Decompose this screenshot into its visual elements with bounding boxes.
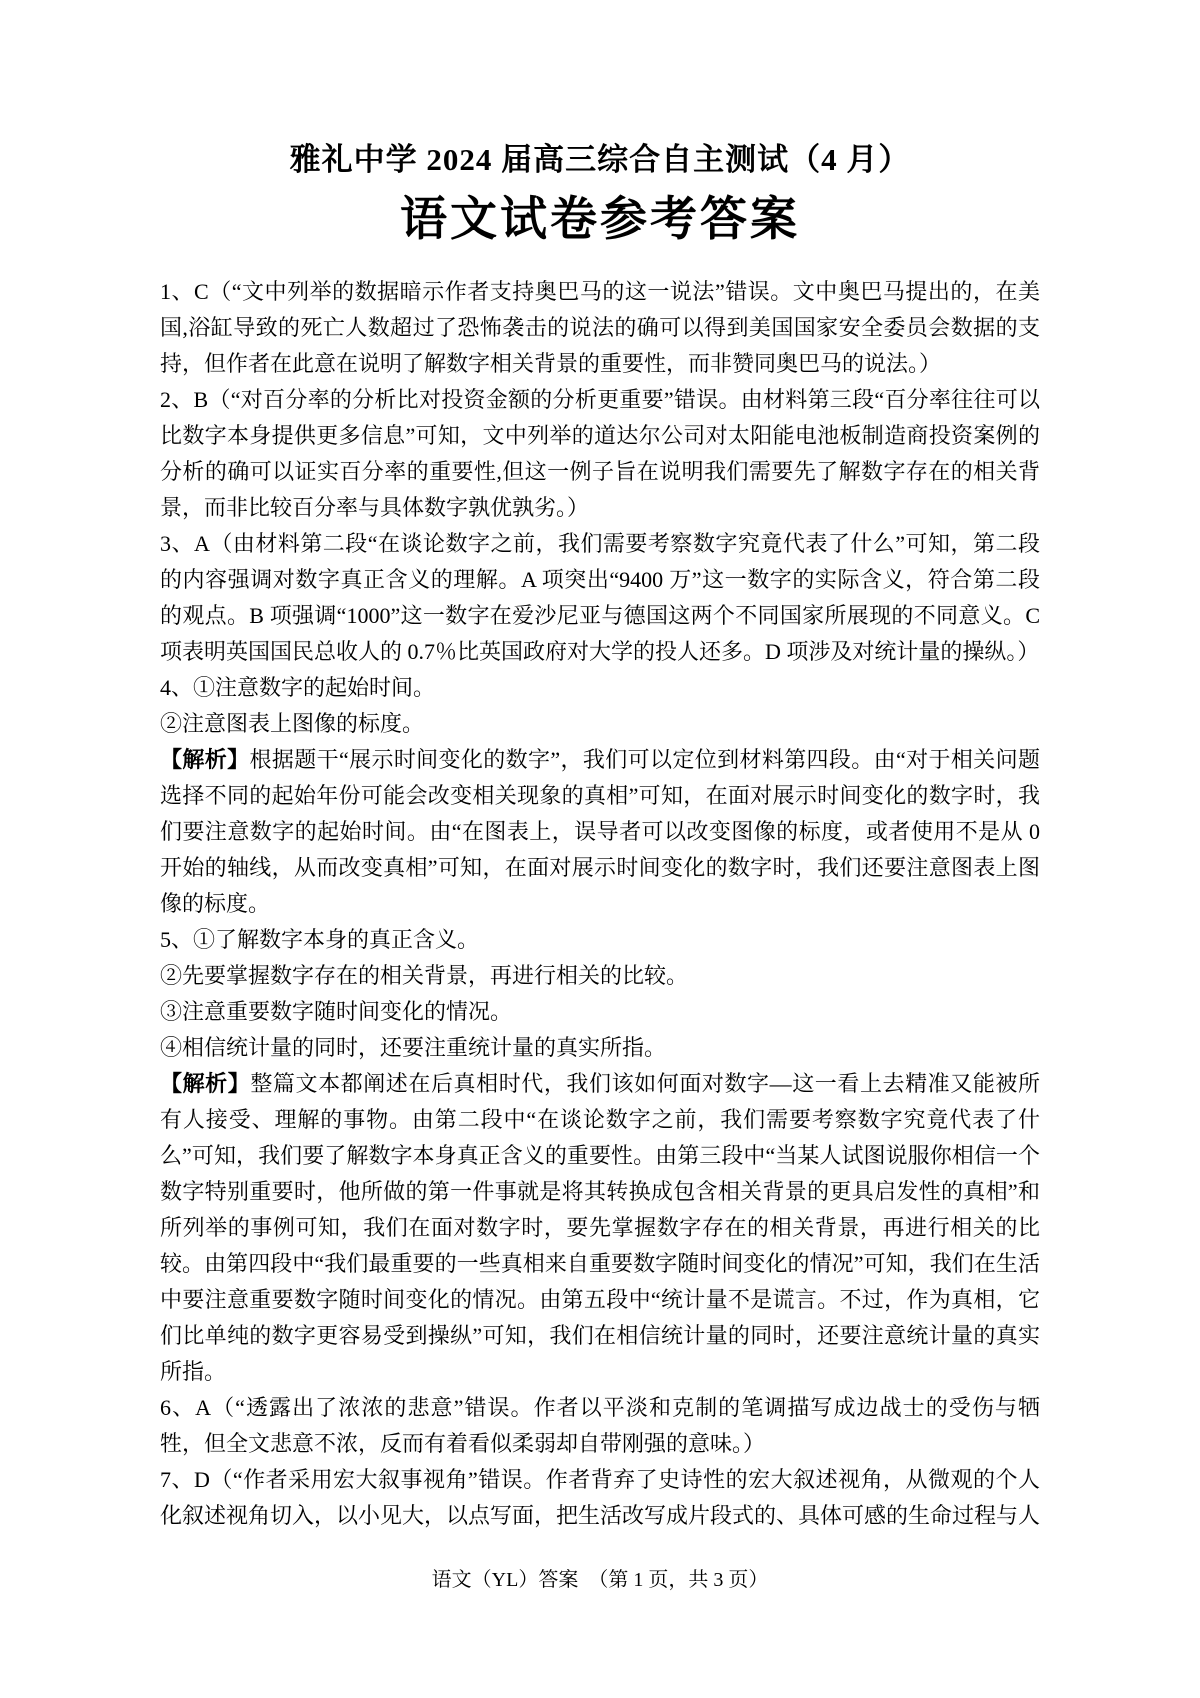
- analysis-label: 【解析】: [160, 747, 250, 772]
- answer-paragraph: 2、B（“对百分率的分析比对投资金额的分析更重要”错误。由材料第三段“百分率往往可以比数字本身提供更多信息”可知，文中列举的道达尔公司对太阳能电池板制造商投资案例的分析的确可以证实百分率的重要性,但这一例子旨在说明我们需要先了解数字存在的相关背景，而非比较百分率与具体数字孰优孰劣。）: [160, 387, 1040, 520]
- answer-paragraph: 4、①注意数字的起始时间。: [160, 675, 436, 700]
- answer-body: [160, 274, 1040, 1534]
- answer-paragraph: 1、C（“文中列举的数据暗示作者支持奥巴马的这一说法”错误。文中奥巴马提出的，在美国,浴缸导致的死亡人数超过了恐怖袭击的说法的确可以得到美国国家安全委员会数据的支持，但作者在此意在说明了解数字相关背景的重要性，而非赞同奥巴马的说法。）: [160, 279, 1040, 376]
- answer-paragraph: 【解析】根据题干“展示时间变化的数字”，我们可以定位到材料第四段。由“对于相关问题选择不同的起始年份可能会改变相关现象的真相”可知，在面对展示时间变化的数字时，我们要注意数字的起始时间。由“在图表上，误导者可以改变图像的标度，或者使用不是从 0 开始的轴线，从而改变真相”可知，在面对展示时间变化的数字时，我们还要注意图表上图像的标度。: [160, 747, 1040, 916]
- exam-title: 雅礼中学 2024 届高三综合自主测试（4 月）: [289, 142, 911, 177]
- answer-paragraph: ②先要掌握数字存在的相关背景，再进行相关的比较。: [160, 963, 689, 988]
- answer-paragraph: 7、D（“作者采用宏大叙事视角”错误。作者背弃了史诗性的宏大叙述视角，从微观的个人化叙述视角切入，以小见大，以点写面，把生活改写成片段式的、具体可感的生命过程与人: [160, 1467, 1041, 1528]
- answer-paragraph: ③注意重要数字随时间变化的情况。: [160, 999, 513, 1024]
- answer-paragraph: 5、①了解数字本身的真正含义。: [160, 927, 480, 952]
- analysis-label: 【解析】: [160, 1071, 251, 1096]
- page-footer: 语文（YL）答案 （第 1 页，共 3 页）: [431, 1569, 769, 1591]
- answer-paragraph: 3、A（由材料第二段“在谈论数字之前，我们需要考察数字究竟代表了什么”可知，第二段的内容强调对数字真正含义的理解。A 项突出“9400 万”这一数字的实际含义，符合第二段的观点。B 项强调“1000”这一数字在爱沙尼亚与德国这两个不同国家所展现的不同意义。C 项表明英国国民总收人的 0.7％比英国政府对大学的投人还多。D 项涉及对统计量的操纵。）: [160, 531, 1040, 664]
- answer-paragraph: 【解析】整篇文本都阐述在后真相时代，我们该如何面对数字—这一看上去精准又能被所有人接受、理解的事物。由第二段中“在谈论数字之前，我们需要考察数字究竟代表了什么”可知，我们要了解数字本身真正含义的重要性。由第三段中“当某人试图说服你相信一个数字特别重要时，他所做的第一件事就是将其转换成包含相关背景的更具启发性的真相”和所列举的事例可知，我们在面对数字时，要先掌握数字存在的相关背景，再进行相关的比较。由第四段中“我们最重要的一些真相来自重要数字随时间变化的情况”可知，我们在生活中要注意重要数字随时间变化的情况。由第五段中“统计量不是谎言。不过，作为真相，它们比单纯的数字更容易受到操纵”可知，我们在相信统计量的同时，还要注意统计量的真实所指。: [160, 1071, 1040, 1384]
- answer-key-subtitle: 语文试卷参考答案: [400, 194, 800, 246]
- answer-paragraph: ④相信统计量的同时，还要注重统计量的真实所指。: [160, 1035, 667, 1060]
- answer-paragraph: ②注意图表上图像的标度。: [160, 711, 425, 736]
- answer-paragraph: 6、A（“透露出了浓浓的悲意”错误。作者以平淡和克制的笔调描写成边战士的受伤与牺牲，但全文悲意不浓，反而有着看似柔弱却自带刚强的意味。）: [160, 1395, 1040, 1456]
